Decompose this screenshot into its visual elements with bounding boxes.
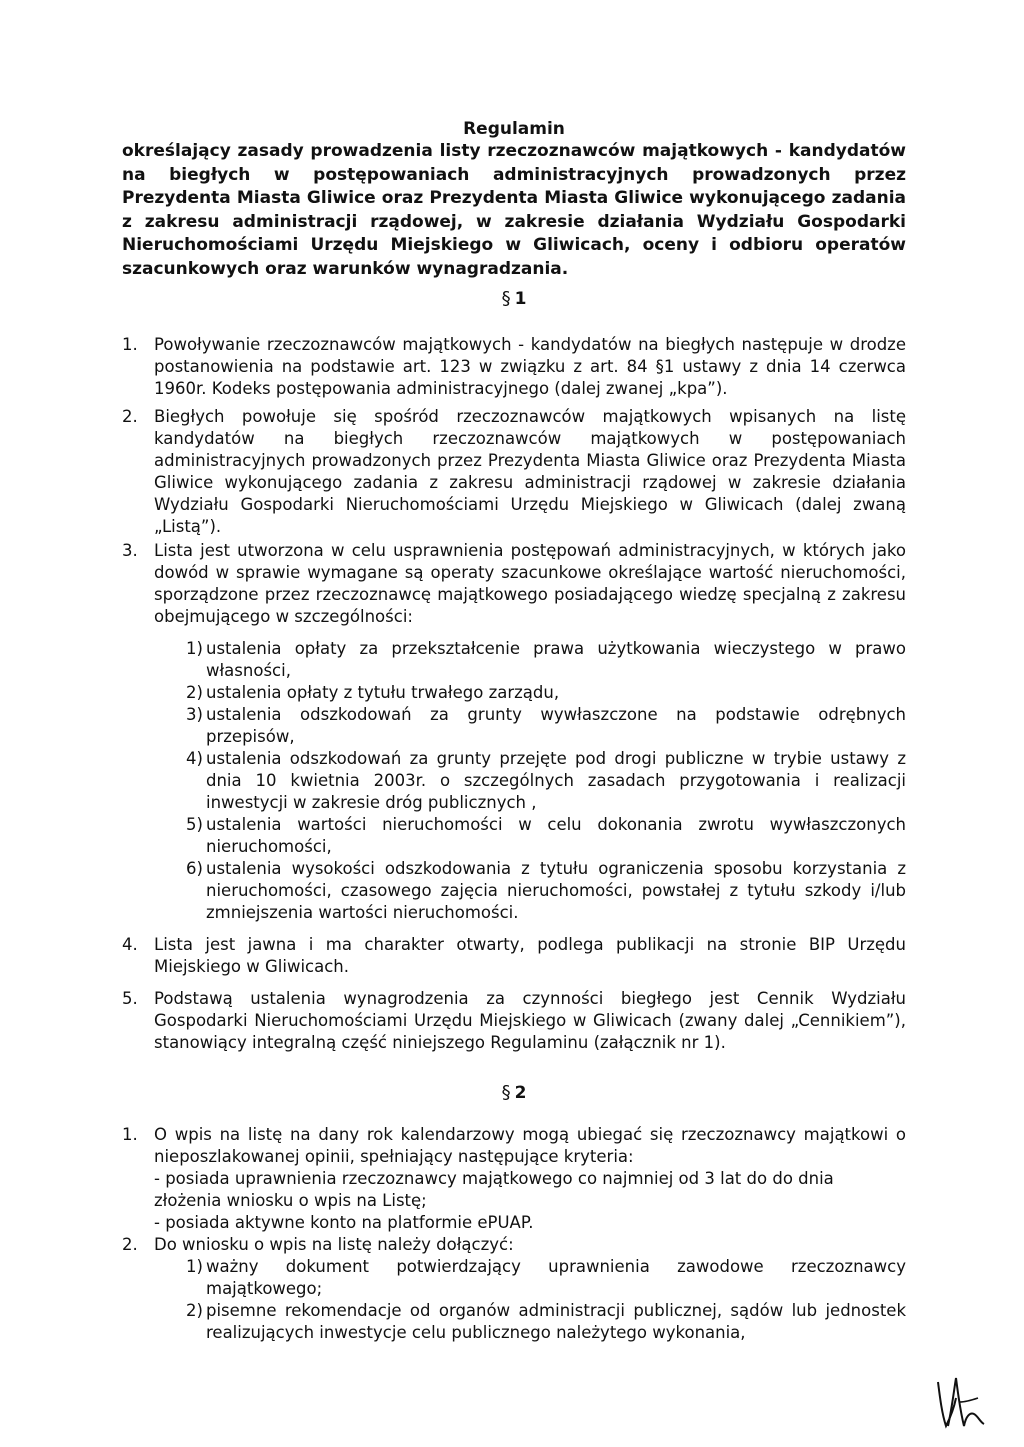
section-number: 1 (514, 289, 527, 309)
section-2-item-2 (122, 1234, 906, 1256)
section-1-subitem-2 (122, 682, 906, 704)
section-symbol: § (501, 1082, 511, 1103)
subitem-text: ustalenia opłaty za przekształcenie prawa użytkowania wieczystego w prawo własności, (206, 639, 906, 680)
subitem-text: ustalenia odszkodowań za grunty wywłaszczone na podstawie odrębnych przepisów, (206, 705, 906, 746)
section-1-item-1 (122, 334, 906, 400)
subitem-text: ustalenia opłaty z tytułu trwałego zarządu, (206, 683, 560, 702)
section-2-subitem-1 (122, 1256, 906, 1300)
criteria-line: - posiada uprawnienia rzeczoznawcy majątkowego co najmniej od 3 lat do do dnia złożenia wniosku o wpis na Listę; (154, 1169, 834, 1210)
item-text: Podstawą ustalenia wynagrodzenia za czynności biegłego jest Cennik Wydziału Gospodarki Nieruchomościami Urzędu Miejskiego w Gliwicach (zwany dalej „Cennikiem”), stanowiący integralną część niniejszego Regulaminu (załącznik nr 1). (154, 989, 906, 1052)
list-item (122, 934, 906, 978)
subitem-text: ważny dokument potwierdzający uprawnienia zawodowe rzeczoznawcy majątkowego; (206, 1257, 906, 1298)
document-title: Regulamin (463, 119, 565, 139)
item-text: Biegłych powołuje się spośród rzeczoznawców majątkowych wpisanych na listę kandydatów na biegłych rzeczoznawców majątkowych w postępowaniach administracyjnych prowadzonych przez Prezydenta Miasta Gliwice oraz Prezydenta Miasta Gliwice wykonującego zadania z zakresu administracji rządowej w zakresie działania Wydziału Gospodarki Nieruchomościami Urzędu Miejskiego w Gliwicach (dalej zwaną „Listą”). (154, 407, 906, 536)
list-item (122, 540, 906, 628)
sub-list-item (122, 748, 906, 814)
item-number: 3. (122, 541, 138, 560)
section-1-subitem-3 (122, 704, 906, 748)
criteria-line: - posiada aktywne konto na platformie ePUAP. (154, 1213, 534, 1232)
item-number: 2. (122, 1235, 138, 1254)
item-number: 2. (122, 407, 138, 426)
section-1-heading (122, 288, 906, 310)
item-text: Powoływanie rzeczoznawców majątkowych - kandydatów na biegłych następuje w drodze postanowienia na podstawie art. 123 w związku z art. 84 §1 ustawy z dnia 14 czerwca 1960r. Kodeks postępowania administracyjnego (dalej zwanej „kpa”). (154, 335, 906, 398)
list-item (122, 334, 906, 400)
section-1-subitem-6 (122, 858, 906, 924)
item-number: 5. (122, 989, 138, 1008)
sub-list-item (122, 858, 906, 924)
signature-icon (930, 1368, 994, 1432)
sub-list-item (122, 1300, 906, 1344)
section-2-item-1 (122, 1124, 906, 1234)
section-2-heading (122, 1082, 906, 1104)
sub-list-item (122, 682, 906, 704)
section-number: 2 (514, 1083, 527, 1103)
list-item (122, 406, 906, 538)
subitem-number: 4) (186, 749, 203, 768)
section-1-item-2 (122, 406, 906, 538)
section-2-subitem-2 (122, 1300, 906, 1344)
item-text: Lista jest utworzona w celu usprawnienia postępowań administracyjnych, w których jako dowód w sprawie wymagane są operaty szacunkowe określające wartość nieruchomości, sporządzone przez rzeczoznawcę majątkowego posiadającego wiedzę specjalną z zakresu obejmującego w szczególności: (154, 541, 906, 626)
sub-list-item (122, 814, 906, 858)
item-number: 1. (122, 335, 138, 354)
subitem-number: 2) (186, 683, 203, 702)
subitem-number: 1) (186, 639, 203, 658)
subitem-number: 1) (186, 1257, 203, 1276)
section-1-subitem-1 (122, 638, 906, 682)
subitem-number: 2) (186, 1301, 203, 1320)
section-1-item-4 (122, 934, 906, 978)
list-item (122, 1234, 906, 1256)
section-1-item-5 (122, 988, 906, 1054)
section-1-subitem-4 (122, 748, 906, 814)
section-1-item-3 (122, 540, 906, 628)
section-symbol: § (501, 288, 511, 309)
item-text: Lista jest jawna i ma charakter otwarty, podlega publikacji na stronie BIP Urzędu Miejskiego w Gliwicach. (154, 935, 906, 976)
document-subtitle: określający zasady prowadzenia listy rzeczoznawców majątkowych - kandydatów na biegłych w postępowaniach administracyjnych prowadzonych przez Prezydenta Miasta Gliwice oraz Prezydenta Miasta Gliwice wykonującego zadania z zakresu administracji rządowej, w zakresie działania Wydziału Gospodarki Nieruchomościami Urzędu Miejskiego w Gliwicach, oceny i odbioru operatów szacunkowych oraz warunków wynagradzania. (122, 141, 906, 279)
subitem-text: ustalenia odszkodowań za grunty przejęte pod drogi publiczne w trybie ustawy z dnia 10 kwietnia 2003r. o szczególnych zasadach przygotowania i realizacji inwestycji w zakresie dróg publicznych , (206, 749, 906, 812)
sub-list-item (122, 704, 906, 748)
subitem-number: 5) (186, 815, 203, 834)
item-number: 4. (122, 935, 138, 954)
item-number: 1. (122, 1125, 138, 1144)
subitem-number: 3) (186, 705, 203, 724)
sub-list-item (122, 1256, 906, 1300)
sub-list-item (122, 638, 906, 682)
section-1-subitem-5 (122, 814, 906, 858)
subitem-text: ustalenia wartości nieruchomości w celu dokonania zwrotu wywłaszczonych nieruchomości, (206, 815, 906, 856)
list-item (122, 1124, 906, 1168)
subitem-text: pisemne rekomendacje od organów administracji publicznej, sądów lub jednostek realizujących inwestycje celu publicznego należytego wykonania, (206, 1301, 906, 1342)
item-text: Do wniosku o wpis na listę należy dołączyć: (154, 1235, 514, 1254)
item-text: O wpis na listę na dany rok kalendarzowy mogą ubiegać się rzeczoznawcy majątkowi o nieposzlakowanej opinii, spełniający następujące kryteria: (154, 1125, 906, 1166)
subitem-number: 6) (186, 859, 203, 878)
subitem-text: ustalenia wysokości odszkodowania z tytułu ograniczenia sposobu korzystania z nieruchomości, czasowego zajęcia nieruchomości, powstałej z tytułu szkody i/lub zmniejszenia wartości nieruchomości. (206, 859, 906, 922)
list-item (122, 988, 906, 1054)
